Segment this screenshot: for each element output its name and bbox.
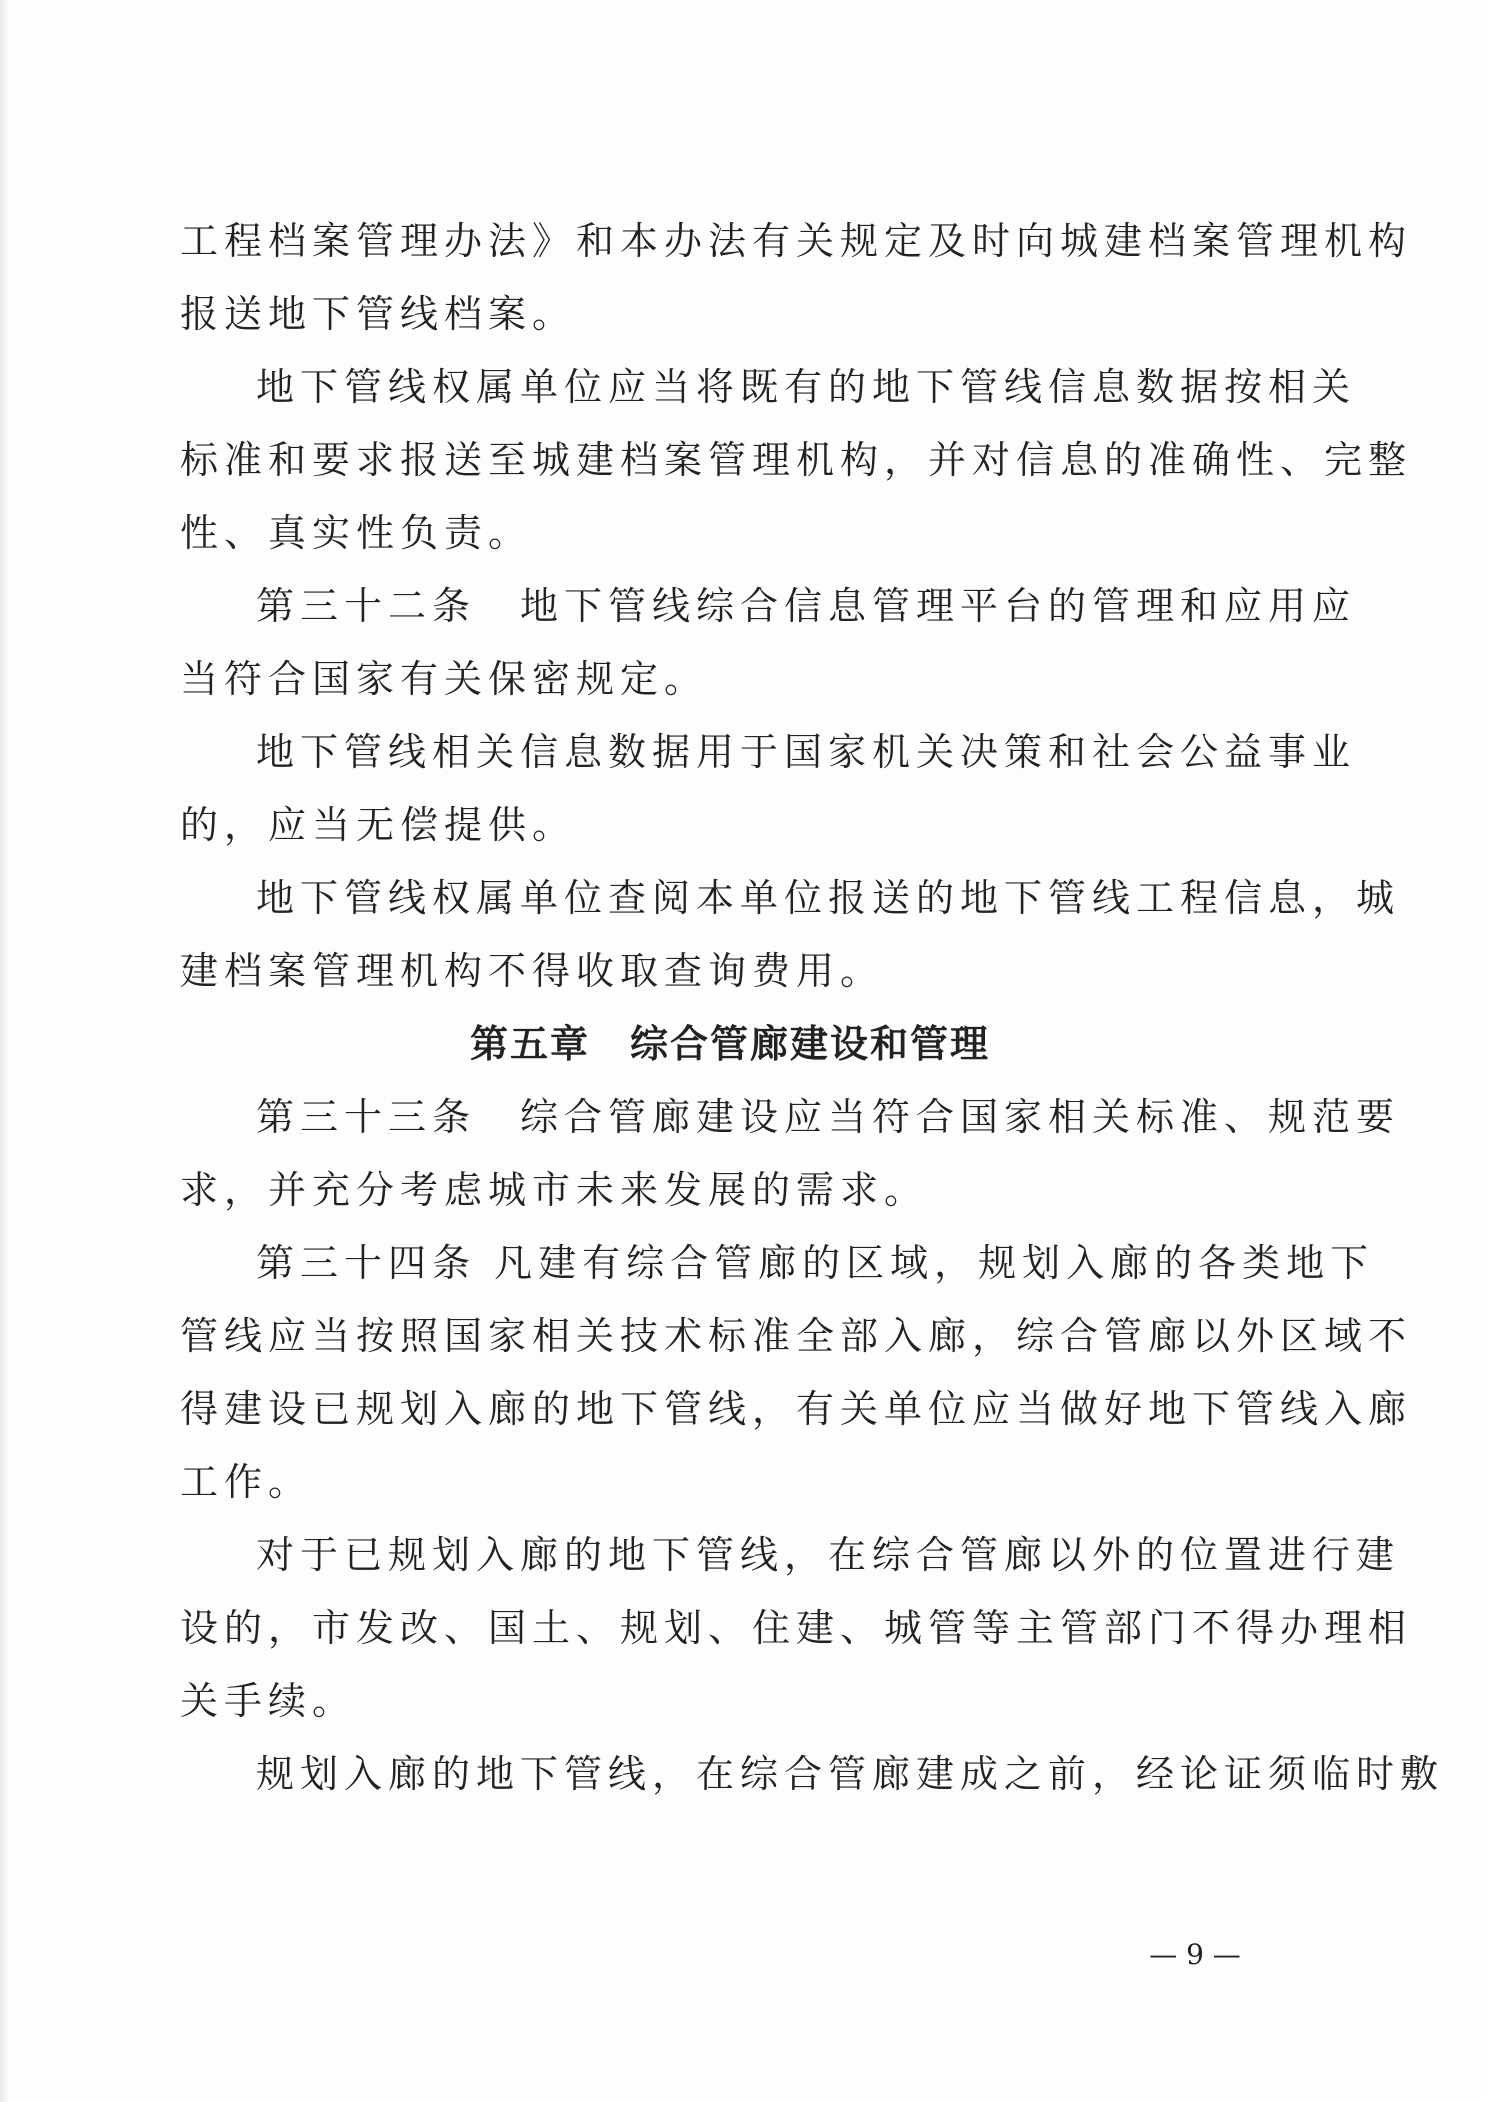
scan-edge-shadow [0, 0, 10, 2102]
article-33-heading-line: 第三十三条 综合管廊建设应当符合国家相关标准、规范要 [256, 1095, 1401, 1139]
chapter-title: 第五章 综合管廊建设和管理 [469, 1022, 990, 1066]
article-34-heading-line: 第三十四条 凡建有综合管廊的区域，规划入廊的各类地下 [256, 1241, 1375, 1285]
text-line: 工程档案管理办法》和本办法有关规定及时向城建档案管理机构 [180, 219, 1413, 263]
text-line: 建档案管理机构不得收取查询费用。 [180, 949, 885, 993]
body-text [180, 205, 1445, 1811]
text-line: 的，应当无偿提供。 [180, 803, 577, 847]
text-line: 性、真实性负责。 [180, 511, 533, 555]
text-line: 地下管线权属单位应当将既有的地下管线信息数据按相关 [256, 365, 1357, 409]
text-line: 当符合国家有关保密规定。 [180, 657, 709, 701]
text-line: 工作。 [180, 1460, 313, 1504]
text-line: 地下管线权属单位查阅本单位报送的地下管线工程信息，城 [256, 876, 1401, 920]
text-line: 设的，市发改、国土、规划、住建、城管等主管部门不得办理相 [180, 1606, 1413, 1650]
text-line: 关手续。 [180, 1679, 357, 1723]
article-32-heading-line: 第三十二条 地下管线综合信息管理平台的管理和应用应 [256, 584, 1357, 628]
text-line: 报送地下管线档案。 [180, 292, 577, 336]
text-line: 管线应当按照国家相关技术标准全部入廊，综合管廊以外区域不 [180, 1314, 1413, 1358]
text-line: 对于已规划入廊的地下管线，在综合管廊以外的位置进行建 [256, 1533, 1401, 1577]
text-line: 标准和要求报送至城建档案管理机构，并对信息的准确性、完整 [180, 438, 1413, 482]
text-line: 求，并充分考虑城市未来发展的需求。 [180, 1168, 929, 1212]
text-line: 规划入廊的地下管线，在综合管廊建成之前，经论证须临时敷 [256, 1752, 1445, 1796]
text-line: 地下管线相关信息数据用于国家机关决策和社会公益事业 [256, 730, 1357, 774]
page-number: — 9 — [1149, 1938, 1241, 1971]
text-line: 得建设已规划入廊的地下管线，有关单位应当做好地下管线入廊 [180, 1387, 1413, 1431]
